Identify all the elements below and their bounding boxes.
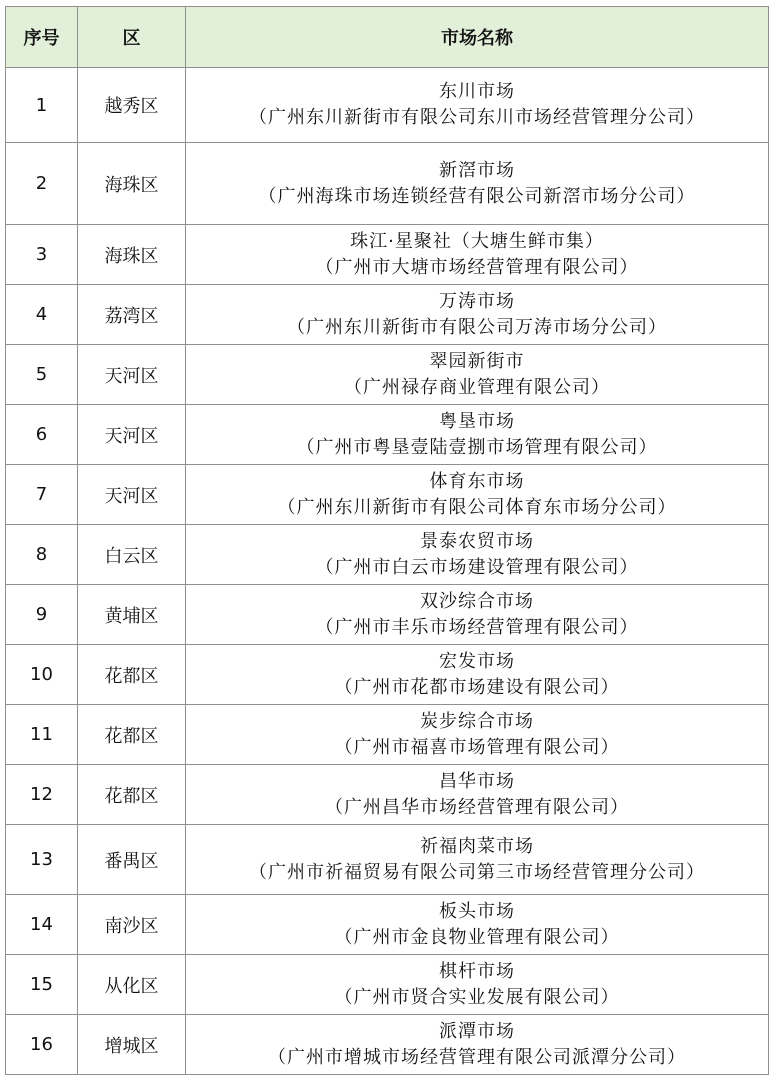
row-market-cell [186, 765, 769, 825]
row-district: 从化区 [78, 955, 186, 1015]
row-district: 黄埔区 [78, 585, 186, 645]
row-district: 越秀区 [78, 68, 186, 143]
operating-company: （广州禄存商业管理有限公司） [344, 376, 610, 398]
operating-company: （广州市白云市场建设管理有限公司） [315, 556, 639, 578]
table-row [6, 895, 769, 955]
row-number: 8 [6, 525, 78, 585]
row-market-cell [186, 68, 769, 143]
row-number: 13 [6, 825, 78, 895]
table-row [6, 585, 769, 645]
row-market-cell [186, 405, 769, 465]
table-row [6, 705, 769, 765]
operating-company: （广州东川新街市有限公司体育东市场分公司） [277, 496, 677, 518]
market-name: 景泰农贸市场 [420, 530, 534, 552]
table-row [6, 955, 769, 1015]
operating-company: （广州市贤合实业发展有限公司） [334, 986, 620, 1008]
operating-company: （广州市丰乐市场经营管理有限公司） [315, 616, 639, 638]
market-name: 双沙综合市场 [420, 590, 534, 612]
market-name: 宏发市场 [439, 650, 515, 672]
table-row [6, 645, 769, 705]
row-market-cell [186, 585, 769, 645]
row-number: 16 [6, 1015, 78, 1075]
row-district: 番禺区 [78, 825, 186, 895]
market-name: 体育东市场 [429, 470, 525, 492]
market-name: 昌华市场 [439, 770, 515, 792]
operating-company: （广州市金良物业管理有限公司） [334, 926, 620, 948]
market-name: 派潭市场 [439, 1020, 515, 1042]
row-number: 5 [6, 345, 78, 405]
row-district: 白云区 [78, 525, 186, 585]
operating-company: （广州海珠市场连锁经营有限公司新滘市场分公司） [258, 185, 696, 207]
row-number: 12 [6, 765, 78, 825]
market-name: 东川市场 [439, 81, 515, 102]
row-market-cell [186, 955, 769, 1015]
table-row [6, 765, 769, 825]
row-district: 花都区 [78, 645, 186, 705]
row-district: 增城区 [78, 1015, 186, 1075]
table-row [6, 405, 769, 465]
table-row [6, 345, 769, 405]
market-name: 祈福肉菜市场 [420, 835, 534, 857]
header-row [6, 7, 769, 68]
row-number: 1 [6, 68, 78, 143]
row-district: 天河区 [78, 405, 186, 465]
market-name: 翠园新街市 [429, 350, 525, 372]
row-number: 7 [6, 465, 78, 525]
table-row [6, 825, 769, 895]
row-number: 14 [6, 895, 78, 955]
market-name: 新滘市场 [439, 159, 515, 181]
row-number: 4 [6, 285, 78, 345]
header-district: 区 [78, 7, 186, 68]
market-name: 珠江·星聚社（大塘生鲜市集） [350, 230, 604, 252]
table-row [6, 285, 769, 345]
operating-company: （广州市增城市场经营管理有限公司派潭分公司） [268, 1046, 686, 1068]
table-row [6, 68, 769, 143]
row-district: 海珠区 [78, 143, 186, 225]
table-body [6, 68, 769, 1075]
operating-company: （广州昌华市场经营管理有限公司） [325, 796, 629, 818]
operating-company: （广州东川新街市有限公司万涛市场分公司） [287, 316, 667, 338]
table-row [6, 143, 769, 225]
row-market-cell [186, 825, 769, 895]
row-market-cell [186, 1015, 769, 1075]
row-number: 3 [6, 225, 78, 285]
row-market-cell [186, 345, 769, 405]
row-district: 天河区 [78, 345, 186, 405]
operating-company: （广州东川新街市有限公司东川市场经营管理分公司） [249, 107, 705, 128]
market-name: 粤垦市场 [439, 410, 515, 432]
market-name: 棋杆市场 [439, 960, 515, 982]
market-table [5, 6, 769, 1075]
table-row [6, 525, 769, 585]
table-row [6, 1015, 769, 1075]
table-row [6, 465, 769, 525]
market-name: 万涛市场 [439, 290, 515, 312]
row-district: 天河区 [78, 465, 186, 525]
row-market-cell [186, 285, 769, 345]
row-district: 花都区 [78, 705, 186, 765]
operating-company: （广州市花都市场建设有限公司） [334, 676, 620, 698]
operating-company: （广州市祈福贸易有限公司第三市场经营管理分公司） [249, 861, 705, 883]
row-district: 海珠区 [78, 225, 186, 285]
row-market-cell [186, 143, 769, 225]
header-market: 市场名称 [186, 7, 769, 68]
operating-company: （广州市大塘市场经营管理有限公司） [315, 256, 639, 278]
market-name: 板头市场 [439, 900, 515, 922]
row-market-cell [186, 895, 769, 955]
row-number: 6 [6, 405, 78, 465]
row-number: 9 [6, 585, 78, 645]
row-number: 11 [6, 705, 78, 765]
row-market-cell [186, 225, 769, 285]
row-market-cell [186, 525, 769, 585]
row-district: 荔湾区 [78, 285, 186, 345]
operating-company: （广州市粤垦壹陆壹捌市场管理有限公司） [296, 436, 658, 458]
row-number: 10 [6, 645, 78, 705]
row-district: 花都区 [78, 765, 186, 825]
operating-company: （广州市福喜市场管理有限公司） [334, 736, 620, 758]
header-no: 序号 [6, 7, 78, 68]
row-number: 15 [6, 955, 78, 1015]
row-market-cell [186, 465, 769, 525]
row-market-cell [186, 705, 769, 765]
table-row [6, 225, 769, 285]
row-district: 南沙区 [78, 895, 186, 955]
row-market-cell [186, 645, 769, 705]
row-number: 2 [6, 143, 78, 225]
market-name: 炭步综合市场 [420, 710, 534, 732]
